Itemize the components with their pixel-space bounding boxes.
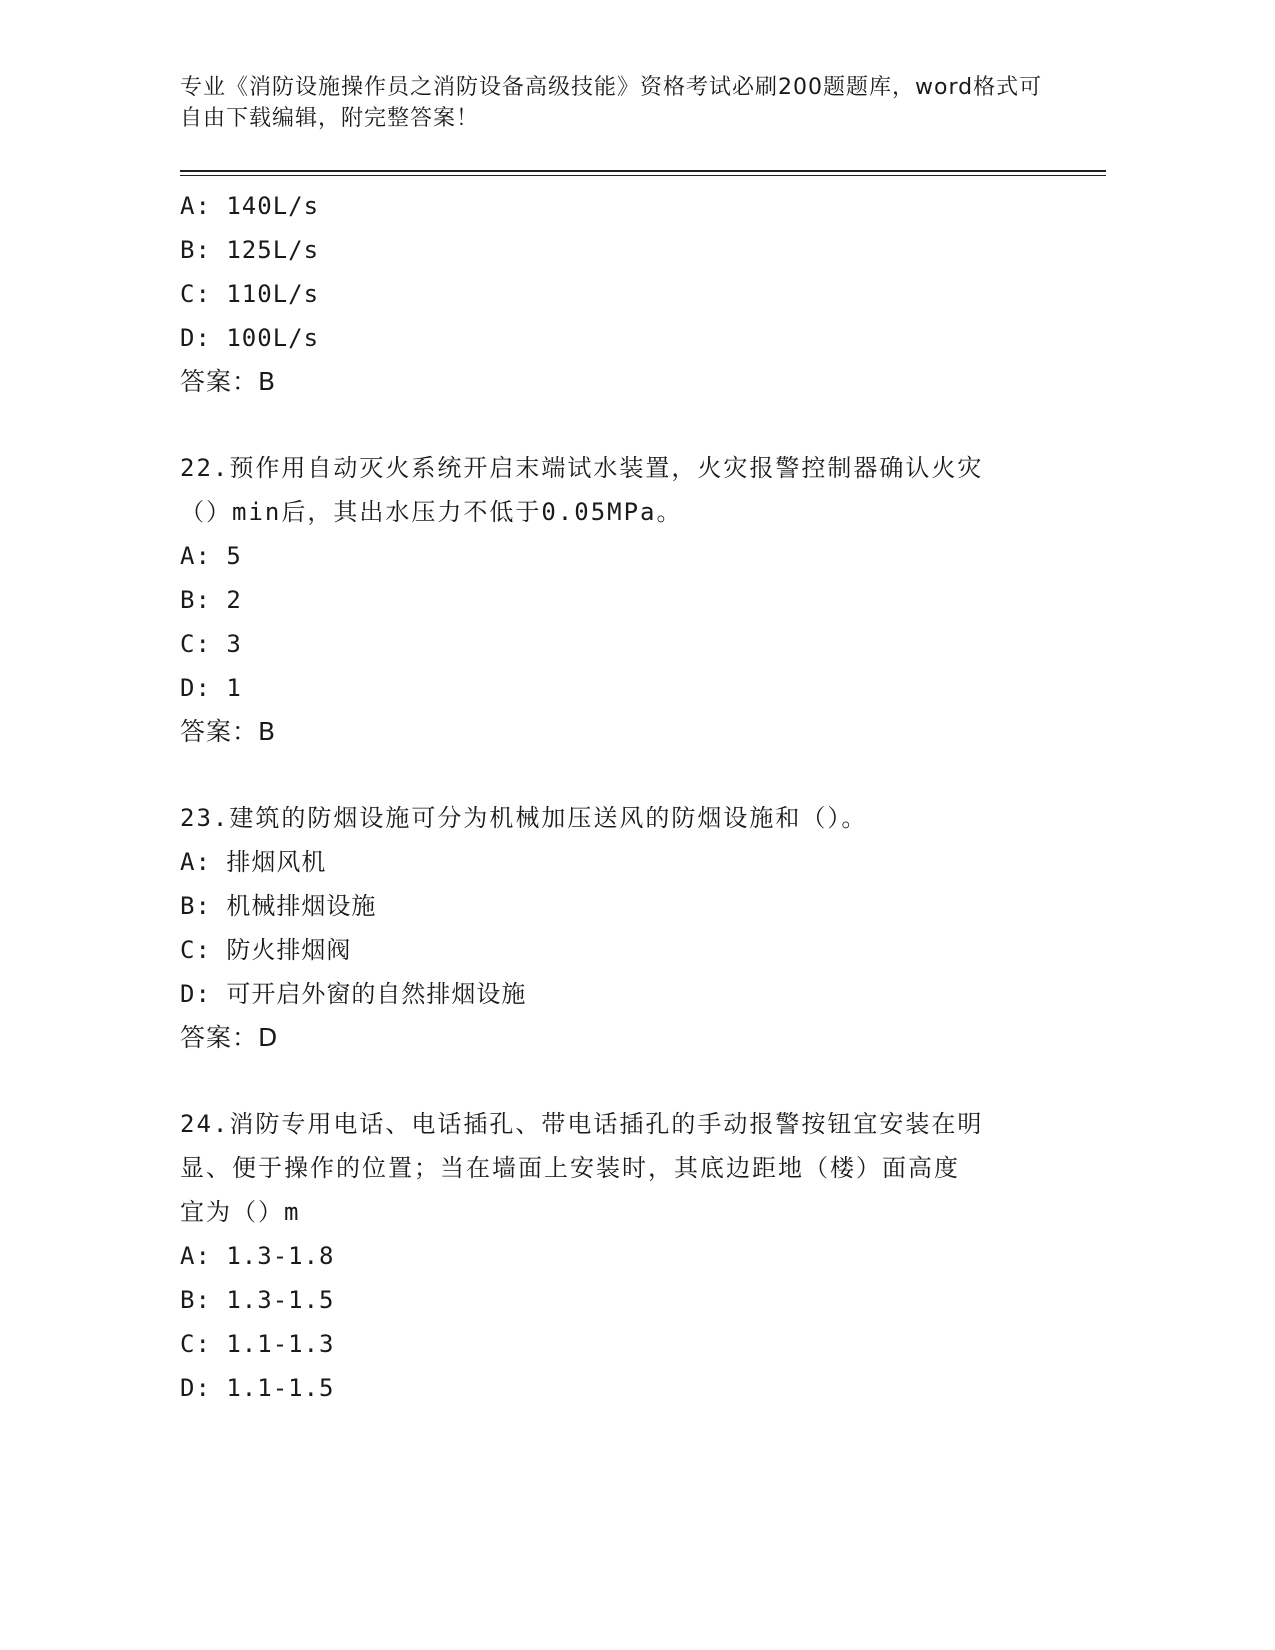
question-21 (180, 184, 1080, 404)
option-d: D: 1 (180, 674, 242, 702)
question-stem-line: 显、便于操作的位置；当在墙面上安装时，其底边距地（楼）面高度 (180, 1154, 960, 1182)
option-b: B: 1.3-1.5 (180, 1286, 335, 1314)
option-b: B: 2 (180, 586, 242, 614)
question-24 (180, 1102, 1080, 1410)
question-stem-line: 宜为（）m (180, 1198, 301, 1226)
option-b: B: 125L/s (180, 236, 320, 264)
option-d: D: 可开启外窗的自然排烟设施 (180, 980, 527, 1008)
question-stem-line: 24.消防专用电话、电话插孔、带电话插孔的手动报警按钮宜安装在明 (180, 1110, 984, 1138)
option-a: A: 140L/s (180, 192, 320, 220)
option-d: D: 100L/s (180, 324, 320, 352)
option-b: B: 机械排烟设施 (180, 892, 377, 920)
question-stem-line: 23.建筑的防烟设施可分为机械加压送风的防烟设施和（）。 (180, 804, 868, 832)
document-header: 专业《消防设施操作员之消防设备高级技能》资格考试必刷200题题库，word格式可自由下载编辑，附完整答案！ (180, 75, 1043, 131)
answer-line: 答案：B (180, 717, 277, 746)
question-stem-line: 22.预作用自动灭火系统开启末端试水装置，火灾报警控制器确认火灾 (180, 454, 984, 482)
option-c: C: 3 (180, 630, 242, 658)
option-c: C: 110L/s (180, 280, 320, 308)
option-a: A: 排烟风机 (180, 848, 327, 876)
answer-line: 答案：D (180, 1023, 279, 1052)
question-stem-line: （）min后，其出水压力不低于0.05MPa。 (180, 498, 683, 526)
answer-line: 答案：B (180, 367, 277, 396)
question-22 (180, 446, 1080, 754)
option-c: C: 防火排烟阀 (180, 936, 352, 964)
option-a: A: 1.3-1.8 (180, 1242, 335, 1270)
option-c: C: 1.1-1.3 (180, 1330, 335, 1358)
header-divider-thin (180, 175, 1106, 176)
question-content (180, 184, 1080, 1410)
option-a: A: 5 (180, 542, 242, 570)
option-d: D: 1.1-1.5 (180, 1374, 335, 1402)
header-divider-thick (180, 170, 1106, 172)
question-23 (180, 796, 1080, 1060)
